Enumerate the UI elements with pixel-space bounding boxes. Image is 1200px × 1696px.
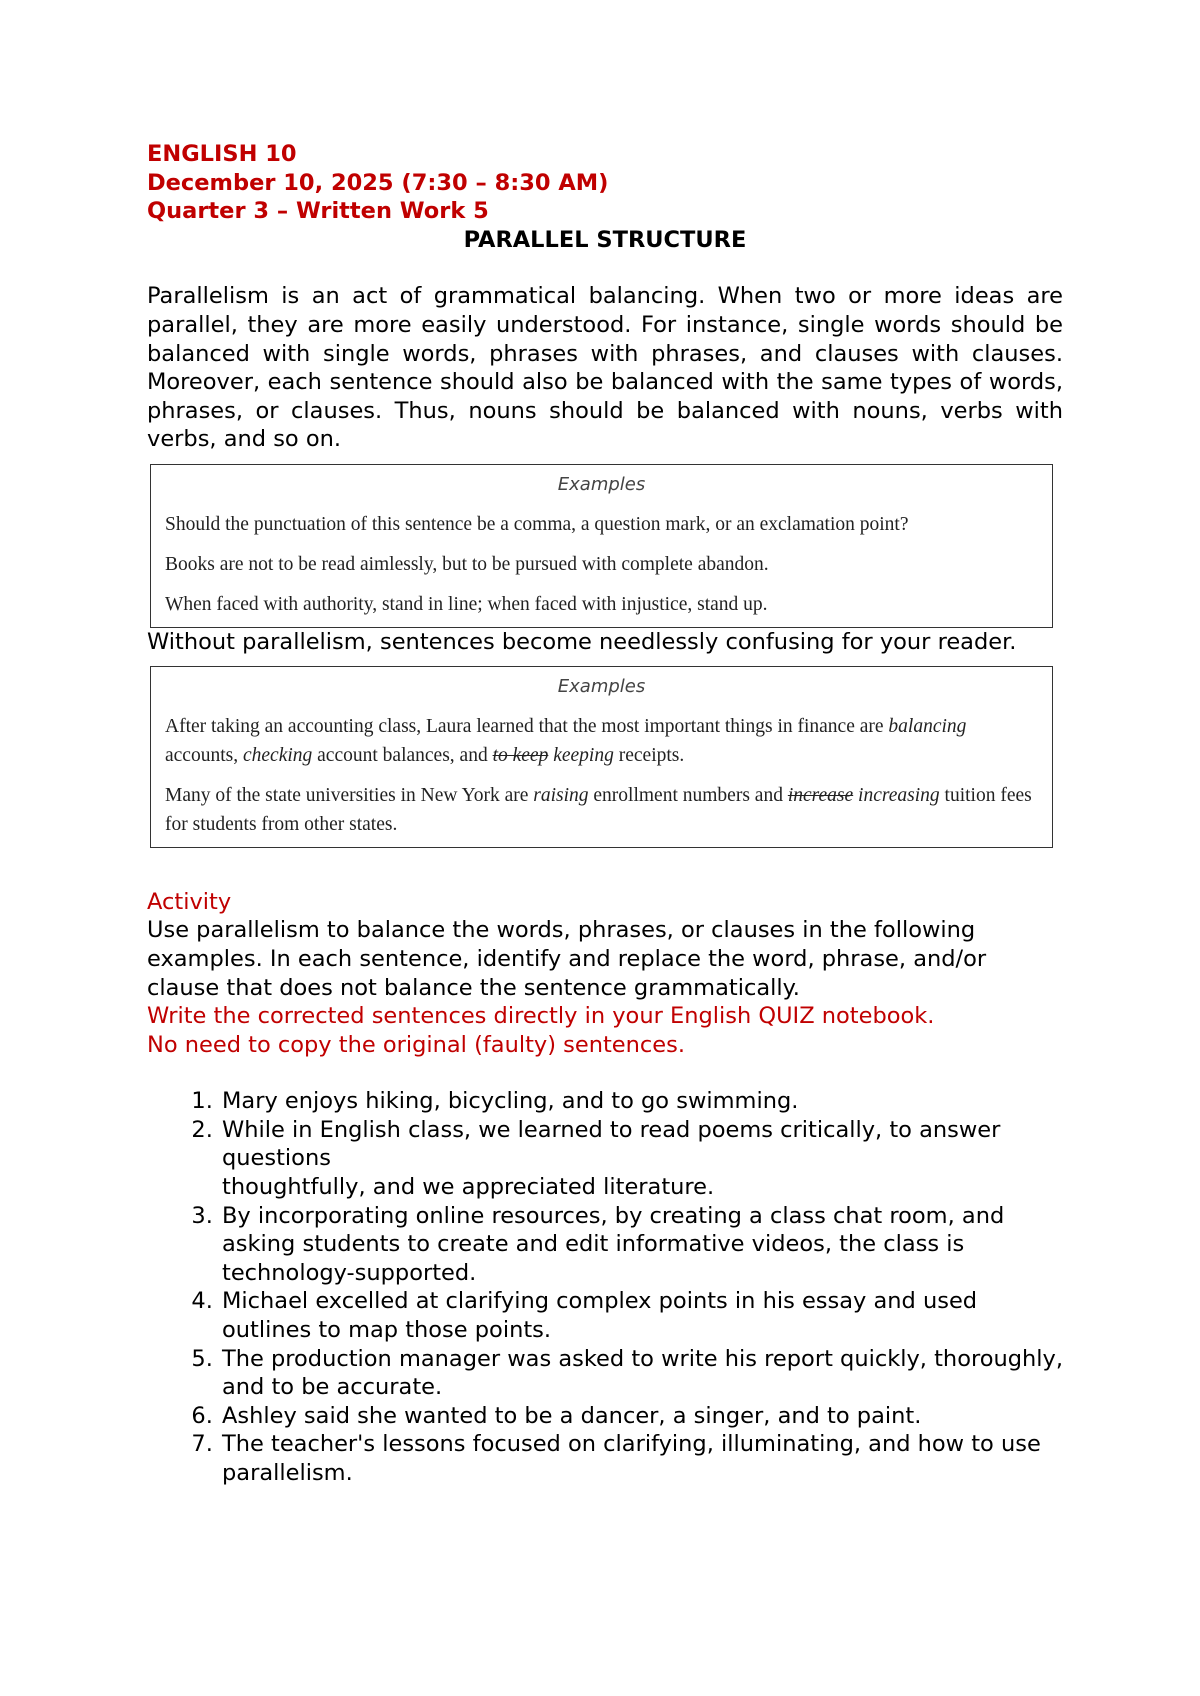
example-sentence: Books are not to be read aimlessly, but to be pursued with complete abandon. [165, 553, 769, 575]
struck-word: increase [787, 784, 854, 806]
list-item [220, 1116, 1063, 1202]
corrected-word: checking [242, 744, 313, 766]
struck-word: to keep [492, 744, 549, 766]
activity-note-1: Write the corrected sentences directly in your English QUIZ notebook. [147, 1003, 935, 1030]
list-item: 7. The teacher's lessons focused on clarifying, illuminating, and how to use parallelism. [220, 1430, 1063, 1487]
example-text: account balances, and [312, 744, 493, 766]
list-item-text: thoughtfully, and we appreciated literature. [222, 1174, 715, 1201]
example-sentence: Should the punctuation of this sentence be a comma, a question mark, or an exclamation point? [165, 513, 909, 535]
course-heading: ENGLISH 10 [147, 141, 297, 167]
list-item: 4. Michael excelled at clarifying complex points in his essay and used outlines to map those points. [220, 1287, 1063, 1344]
example-text: receipts. [613, 744, 685, 766]
activity-note-2: No need to copy the original (faulty) sentences. [147, 1031, 685, 1058]
activity-instructions: Use parallelism to balance the words, phrases, or clauses in the following examples. In each sentence, identify and replace the word, phrase, and/or clause that does not balance the sentence grammatically. [147, 917, 987, 1001]
faulty-example-1 [165, 712, 1038, 770]
list-item-text: While in English class, we learned to read poems critically, to answer questions [222, 1116, 1001, 1172]
activity-list [147, 1087, 1063, 1487]
example-sentence: When faced with authority, stand in line; when faced with injustice, stand up. [165, 593, 768, 615]
examples-title-1: Examples [557, 473, 646, 495]
example-text: Many of the state universities in New York are [165, 784, 534, 806]
example-text: After taking an accounting class, Laura learned that the most important things in finance are [165, 715, 889, 737]
corrected-word: keeping [553, 744, 614, 766]
examples-box-1 [150, 464, 1053, 628]
example-text: accounts, [165, 744, 243, 766]
examples-title-2: Examples [557, 676, 646, 698]
activity-heading: Activity [147, 888, 232, 915]
example-text: enrollment numbers and [588, 784, 788, 806]
corrected-word: raising [533, 784, 589, 806]
corrected-word: increasing [858, 784, 940, 806]
intro-paragraph: Parallelism is an act of grammatical balancing. When two or more ideas are parallel, they are more easily understood. For instance, single words should be balanced with single words, phrases with phrases, and clauses with clauses. Moreover, each sentence should also be balanced with the same types of words, phrases, or clauses. Thus, nouns should be balanced with nouns, verbs with verbs, and so on. [147, 283, 1063, 453]
transition-paragraph: Without parallelism, sentences become needlessly confusing for your reader. [147, 628, 1017, 655]
document-page [147, 140, 1063, 1488]
examples-box-2 [150, 666, 1053, 848]
list-item: 5. The production manager was asked to write his report quickly, thoroughly, and to be accurate. [220, 1345, 1063, 1402]
activity-section [147, 888, 1063, 1488]
list-item: 6. Ashley said she wanted to be a dancer, a singer, and to paint. [220, 1402, 1063, 1431]
page-title: PARALLEL STRUCTURE [463, 226, 747, 253]
list-item: 1. Mary enjoys hiking, bicycling, and to go swimming. [220, 1087, 1063, 1116]
date-heading: December 10, 2025 (7:30 – 8:30 AM) [147, 169, 609, 196]
work-heading: Quarter 3 – Written Work 5 [147, 198, 489, 225]
faulty-example-2 [165, 781, 1038, 839]
corrected-word: balancing [888, 715, 967, 737]
list-item: 3. By incorporating online resources, by creating a class chat room, and asking students to create and edit informative videos, the class is technology-supported. [220, 1202, 1063, 1288]
example-text: tuition fees for students from other states. [165, 784, 1032, 835]
